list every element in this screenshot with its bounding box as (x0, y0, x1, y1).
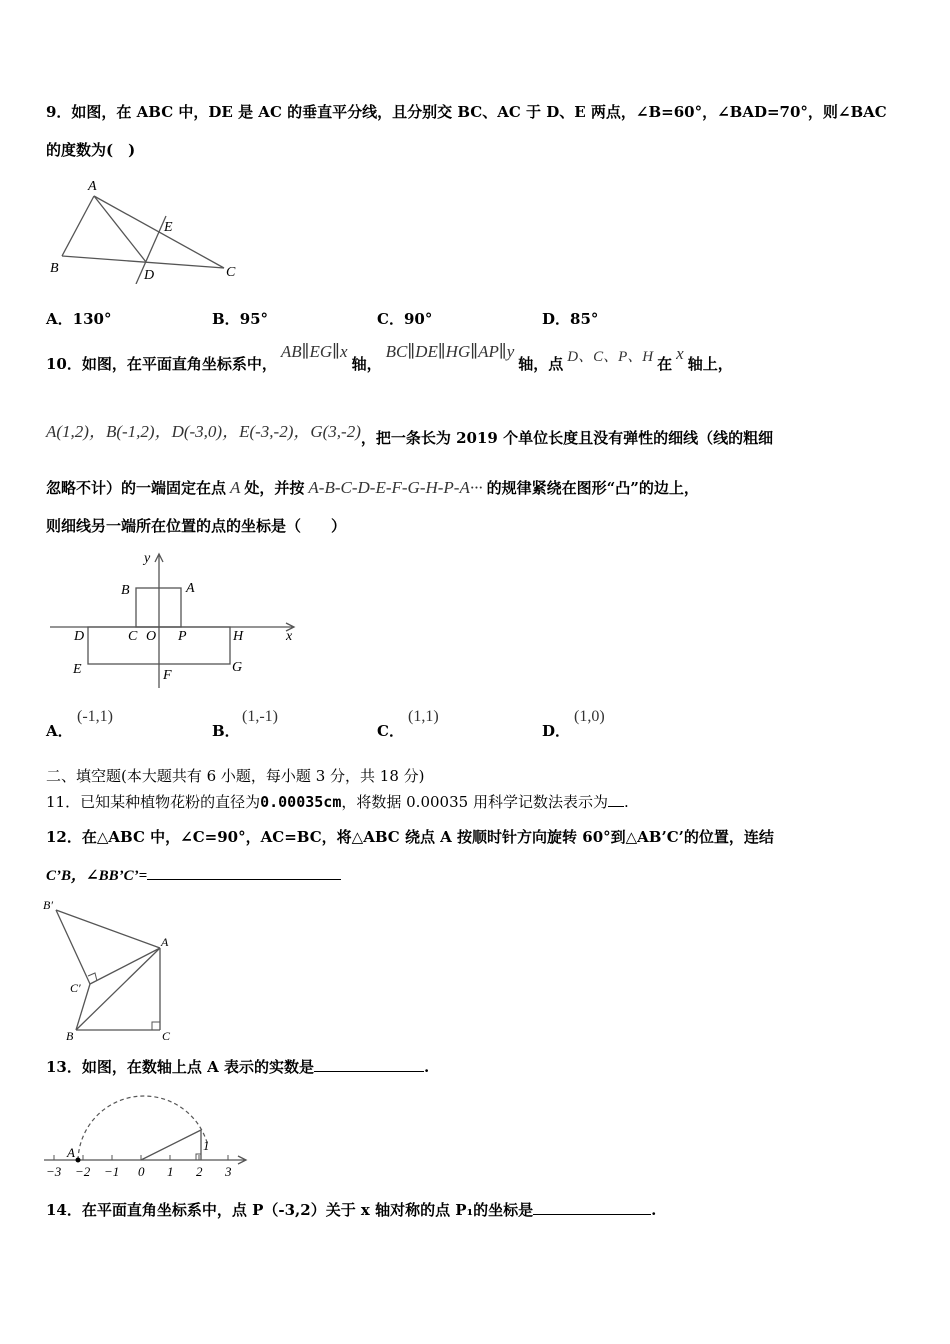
q9-edge-ab (62, 196, 94, 256)
q10-label-e: E (73, 662, 82, 677)
q12-label-b1: B′ (43, 898, 53, 912)
q10-line1 (46, 342, 733, 375)
q10-l1-m2: BC∥DE∥HG∥AP∥y (385, 342, 515, 361)
q13-tick-label-m3: −3 (46, 1164, 62, 1179)
q10-label-f: F (163, 668, 172, 683)
q10-line2 (46, 422, 774, 448)
q10-label-a: A (186, 581, 195, 596)
q10-l3-a: 忽略不计）的一端固定在点 (46, 479, 227, 497)
q10-option-a-letter: A． (46, 722, 73, 740)
q11-a: 11．已知某种植物花粉的直径为 (46, 793, 261, 811)
q9-option-d-value: 85° (570, 310, 599, 328)
q10-l1-e: 轴上， (687, 355, 733, 373)
q9-option-d[interactable] (542, 308, 598, 329)
q10-l3-c: 的规律紧绕在图形“凸”的边上， (486, 479, 699, 497)
q12-label-c1: C′ (70, 981, 81, 995)
q14-line (46, 1200, 656, 1220)
q10-line4: 则细线另一端所在位置的点的坐标是（ ） (46, 517, 347, 535)
q13-tick-label-m1: −1 (104, 1164, 120, 1179)
q11-answer-blank[interactable] (608, 792, 624, 807)
q10-l1-m1: AB∥EG∥x (280, 342, 348, 361)
q13-hypotenuse (141, 1130, 201, 1160)
q10-option-d-letter: D． (542, 722, 571, 740)
q12-line2-text: C’B，∠BB’C’= (46, 868, 148, 884)
q13-arc (78, 1096, 208, 1160)
q14-text: 14．在平面直角坐标系中，点 P（-3,2）关于 x 轴对称的点 P₁的坐标是 (46, 1201, 534, 1219)
q11-b: 0.00035cm (260, 793, 342, 811)
q12-label-a: A (161, 935, 169, 949)
q9-option-c[interactable] (377, 308, 432, 329)
q12-line1: 12．在△ABC 中，∠C=90°，AC=BC，将△ABC 绕点 A 按顺时针方向旋转 60°到△AB’C’的位置，连结 (46, 828, 774, 846)
q9-option-a-value: 130° (72, 310, 112, 328)
q10-option-b-letter: B． (212, 722, 240, 740)
q9-label-b: B (50, 261, 59, 276)
q10-label-x: x (286, 629, 293, 644)
q14-end: . (651, 1201, 657, 1219)
q13-tick-label-1: 1 (167, 1164, 174, 1179)
q10-line3 (46, 478, 699, 498)
q12-line2 (46, 865, 341, 886)
q10-label-p: P (178, 629, 187, 644)
q12-right-angle-c (152, 1022, 160, 1030)
q10-option-a[interactable] (46, 720, 73, 741)
q10-label-y: y (144, 551, 151, 566)
q10-option-b[interactable] (212, 720, 240, 741)
q9-label-e: E (164, 220, 173, 235)
q10-l1-b: 轴， (351, 355, 382, 373)
q9-option-a[interactable] (46, 308, 111, 329)
q10-label-g: G (232, 660, 243, 675)
q10-l1-m4: x (676, 344, 684, 363)
q9-edge-ad (94, 196, 146, 262)
q10-label-b: B (121, 583, 130, 598)
q10-option-c-letter: C． (377, 722, 404, 740)
q10-l1-m3: D、C、P、H (567, 349, 654, 365)
q11-d: . (623, 793, 629, 811)
q9-option-b[interactable] (212, 308, 268, 329)
q9-label-d: D (144, 268, 155, 283)
q10-label-c: C (128, 629, 138, 644)
q10-option-b-value: (1,-1) (242, 708, 278, 725)
q12-label-c: C (162, 1029, 171, 1043)
q13-tick-label-m2: −2 (75, 1164, 91, 1179)
q9-option-a-letter: A． (46, 310, 73, 328)
q13-tick-label-3: 3 (225, 1164, 232, 1179)
q9-line1: 9．如图，在 ABC 中，DE 是 AC 的垂直平分线，且分别交 BC、AC 于 D、E 两点，∠B=60°，∠BAD=70°，则∠BAC (46, 103, 887, 121)
q11-c: ，将数据 0.00035 用科学记数法表示为 (341, 793, 608, 811)
q9-option-b-letter: B． (212, 310, 240, 328)
q9-option-c-value: 90° (403, 310, 433, 328)
q9-triangle-figure (46, 176, 246, 284)
q10-l1-d: 在 (657, 355, 673, 373)
q10-option-d-value: (1,0) (574, 708, 605, 725)
q9-option-c-letter: C． (377, 310, 404, 328)
q13-point-a (76, 1158, 81, 1163)
q13-answer-blank[interactable] (314, 1057, 424, 1072)
q10-label-h: H (233, 629, 244, 644)
q13-tick-label-2: 2 (196, 1164, 203, 1179)
q10-option-d[interactable] (542, 720, 570, 741)
q10-l3-m2: A-B-C-D-E-F-G-H-P-A··· (308, 478, 483, 497)
q12-label-b: B (66, 1029, 74, 1043)
q9-label-a: A (88, 179, 97, 194)
q11-line (46, 792, 629, 812)
q13-number-line-figure (40, 1088, 256, 1180)
q13-text: 13．如图，在数轴上点 A 表示的实数是 (46, 1058, 314, 1076)
q12-right-angle-c1 (88, 973, 97, 981)
q10-option-c[interactable] (377, 720, 404, 741)
q13-line (46, 1057, 429, 1077)
q14-answer-blank[interactable] (533, 1200, 651, 1215)
q9-line2: 的度数为( ) (46, 141, 136, 159)
q10-l1-c: 轴，点 (518, 355, 564, 373)
q10-coordinate-figure (46, 548, 306, 690)
q12-edge-c1a (90, 948, 160, 984)
q10-l3-b: 处，并按 (244, 479, 305, 497)
q10-l1-a: 10．如图，在平面直角坐标系中， (46, 355, 277, 373)
q12-answer-blank[interactable] (147, 865, 341, 880)
q13-label-a: A (67, 1145, 75, 1160)
q10-option-a-value: (-1,1) (77, 708, 113, 725)
q9-option-d-letter: D． (542, 310, 571, 328)
q10-l2-text: ，把一条长为 2019 个单位长度且没有弹性的细线（线的粗细 (360, 429, 774, 447)
q10-l3-m1: A (230, 478, 241, 497)
q12-edge-b1a (56, 910, 160, 948)
q10-label-d: D (74, 629, 85, 644)
q9-label-c: C (226, 265, 236, 280)
q13-label-1: 1 (203, 1138, 210, 1153)
q10-option-c-value: (1,1) (408, 708, 439, 725)
q12-rotation-figure (40, 896, 180, 1044)
section2-title: 二、填空题(本大题共有 6 小题，每小题 3 分，共 18 分) (46, 767, 425, 785)
q13-end: . (423, 1058, 430, 1076)
q13-tick-label-0: 0 (138, 1164, 145, 1179)
q10-label-o: O (146, 629, 157, 644)
q9-option-b-value: 95° (239, 310, 269, 328)
q10-l2-points: A(1,2)，B(-1,2)，D(-3,0)，E(-3,-2)，G(3,-2) (46, 422, 361, 441)
